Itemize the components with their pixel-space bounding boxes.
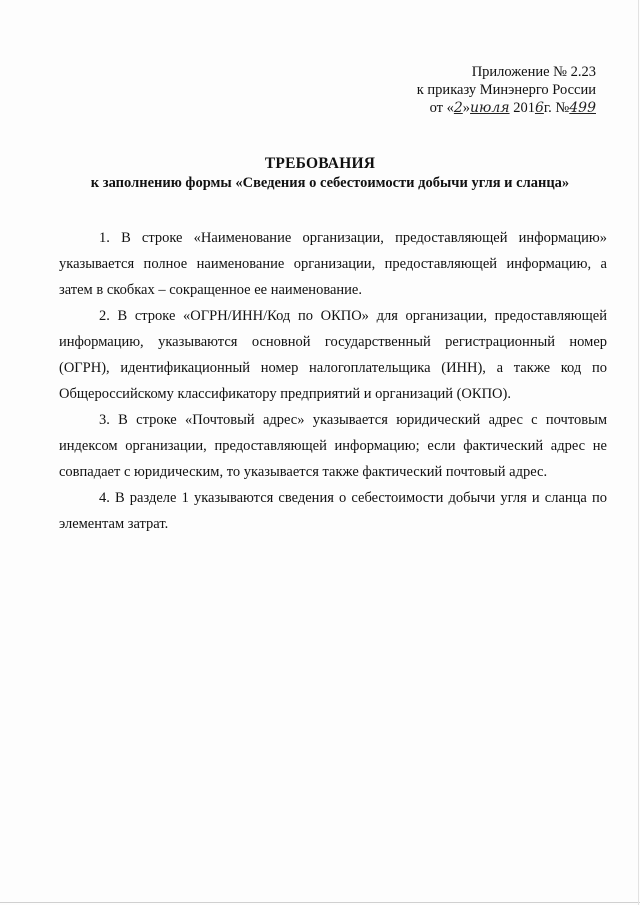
appendix-order-ref: к приказу Минэнерго России [416,82,596,98]
paragraph-3: 3. В строке «Почтовый адрес» указывается юридический адрес с почтовым индексом организации, предоставляющей информацию; если фактический адрес не совпадает с юридическим, то указывается также фактический почтовый адрес. [59,412,607,480]
paragraph-1: 1. В строке «Наименование организации, предоставляющей информацию» указывается полное наименование организации, предоставляющей информацию, а затем в скобках – сокращенное ее наименование. [59,230,607,298]
document-title: ТРЕБОВАНИЯ [264,155,376,172]
handwritten-order-number: 499 [569,100,596,116]
document-body [59,225,607,537]
paragraph-2: 2. В строке «ОГРН/ИНН/Код по ОКПО» для организации, предоставляющей информацию, указываются основной государственный регистрационный номер (ОГРН), идентификационный номер налогоплательщика (ИНН), а также код по Общероссийскому классификатору предприятий и организаций (ОКПО). [59,308,607,402]
handwritten-day: 2 [453,100,463,116]
appendix-order-date: от «2»июля 2016г. №499 [429,100,596,116]
appendix-header [417,63,596,117]
scan-edge-right [638,0,639,905]
handwritten-month: июля [470,100,510,116]
handwritten-year-digit: 6 [534,100,544,116]
document-subtitle: к заполнению формы «Сведения о себестоимости добычи угля и сланца» [90,175,570,191]
appendix-number: Приложение № 2.23 [471,64,596,80]
scan-edge-bottom [0,902,640,903]
paragraph-4: 4. В разделе 1 указываются сведения о себестоимости добычи угля и сланца по элементам затрат. [59,490,607,532]
